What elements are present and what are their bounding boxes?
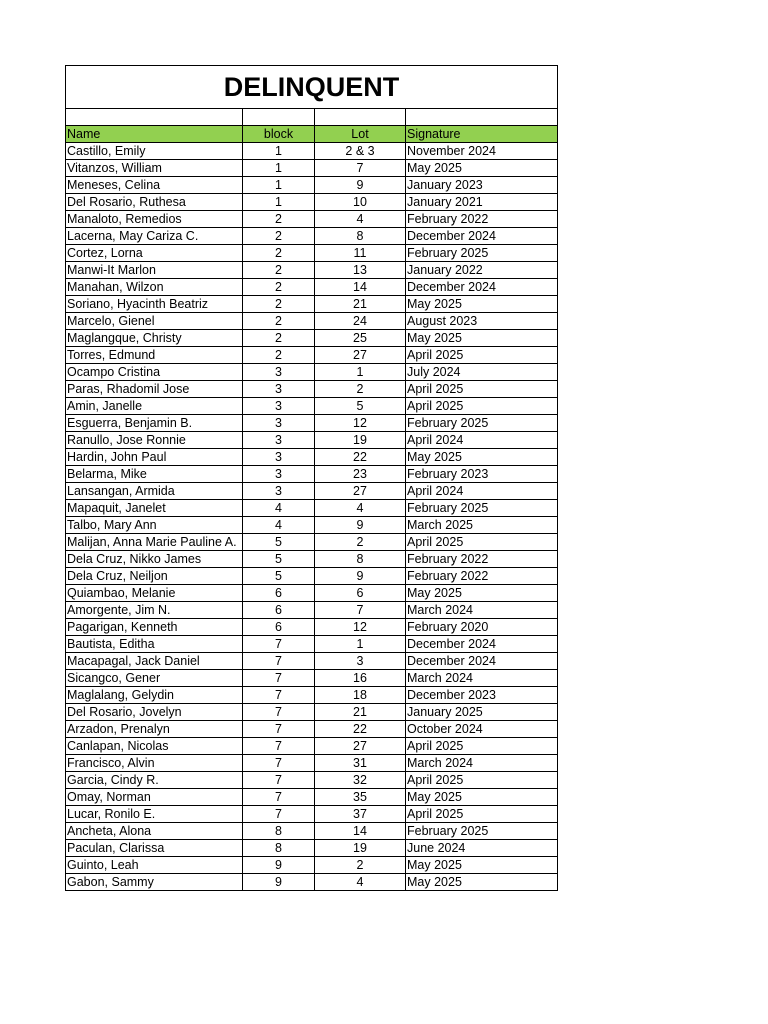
name-cell: Pagarigan, Kenneth: [66, 619, 243, 636]
signature-cell: April 2025: [406, 534, 558, 551]
lot-cell: 37: [315, 806, 406, 823]
table-row: [66, 262, 558, 279]
table-row: [66, 874, 558, 891]
table-row: [66, 687, 558, 704]
block-cell: 6: [243, 585, 315, 602]
lot-cell: 13: [315, 262, 406, 279]
signature-cell: April 2025: [406, 806, 558, 823]
name-cell: Marcelo, Gienel: [66, 313, 243, 330]
signature-cell: May 2025: [406, 857, 558, 874]
name-cell: Vitanzos, William: [66, 160, 243, 177]
lot-cell: 4: [315, 874, 406, 891]
name-cell: Lucar, Ronilo E.: [66, 806, 243, 823]
signature-cell: April 2025: [406, 738, 558, 755]
block-cell: 9: [243, 874, 315, 891]
table-row: [66, 636, 558, 653]
block-cell: 1: [243, 160, 315, 177]
block-cell: 3: [243, 381, 315, 398]
block-cell: 7: [243, 636, 315, 653]
name-cell: Sicangco, Gener: [66, 670, 243, 687]
block-cell: 3: [243, 398, 315, 415]
name-cell: Francisco, Alvin: [66, 755, 243, 772]
table-row: [66, 738, 558, 755]
lot-cell: 5: [315, 398, 406, 415]
table-row: [66, 398, 558, 415]
name-cell: Bautista, Editha: [66, 636, 243, 653]
name-cell: Meneses, Celina: [66, 177, 243, 194]
name-cell: Manahan, Wilzon: [66, 279, 243, 296]
table-row: [66, 364, 558, 381]
name-cell: Quiambao, Melanie: [66, 585, 243, 602]
table-row: [66, 517, 558, 534]
block-cell: 2: [243, 330, 315, 347]
name-cell: Guinto, Leah: [66, 857, 243, 874]
lot-cell: 18: [315, 687, 406, 704]
block-cell: 3: [243, 432, 315, 449]
table-row: [66, 313, 558, 330]
table-row: [66, 245, 558, 262]
table-row: [66, 670, 558, 687]
table-row: [66, 840, 558, 857]
table-row: [66, 415, 558, 432]
table-row: [66, 500, 558, 517]
signature-cell: November 2024: [406, 143, 558, 160]
name-cell: Lansangan, Armida: [66, 483, 243, 500]
lot-cell: 35: [315, 789, 406, 806]
block-cell: 2: [243, 313, 315, 330]
column-header-lot: Lot: [315, 126, 406, 143]
block-cell: 6: [243, 602, 315, 619]
lot-cell: 7: [315, 160, 406, 177]
block-cell: 3: [243, 415, 315, 432]
lot-cell: 6: [315, 585, 406, 602]
block-cell: 2: [243, 279, 315, 296]
name-cell: Ancheta, Alona: [66, 823, 243, 840]
name-cell: Manaloto, Remedios: [66, 211, 243, 228]
block-cell: 9: [243, 857, 315, 874]
blank-cell: [315, 109, 406, 126]
name-cell: Esguerra, Benjamin B.: [66, 415, 243, 432]
name-cell: Canlapan, Nicolas: [66, 738, 243, 755]
name-cell: Del Rosario, Ruthesa: [66, 194, 243, 211]
blank-row: [66, 109, 558, 126]
table-row: [66, 381, 558, 398]
block-cell: 8: [243, 840, 315, 857]
name-cell: Maglalang, Gelydin: [66, 687, 243, 704]
lot-cell: 19: [315, 840, 406, 857]
block-cell: 7: [243, 772, 315, 789]
name-cell: Amorgente, Jim N.: [66, 602, 243, 619]
block-cell: 1: [243, 143, 315, 160]
signature-cell: January 2025: [406, 704, 558, 721]
lot-cell: 21: [315, 296, 406, 313]
table-row: [66, 296, 558, 313]
table-row: [66, 551, 558, 568]
lot-cell: 25: [315, 330, 406, 347]
table-row: [66, 143, 558, 160]
table-row: [66, 160, 558, 177]
lot-cell: 27: [315, 738, 406, 755]
block-cell: 6: [243, 619, 315, 636]
delinquent-table: [65, 65, 558, 891]
signature-cell: February 2025: [406, 245, 558, 262]
signature-cell: October 2024: [406, 721, 558, 738]
table-row: [66, 806, 558, 823]
lot-cell: 22: [315, 721, 406, 738]
block-cell: 3: [243, 483, 315, 500]
signature-cell: December 2024: [406, 279, 558, 296]
lot-cell: 24: [315, 313, 406, 330]
table-row: [66, 857, 558, 874]
table-row: [66, 330, 558, 347]
lot-cell: 8: [315, 228, 406, 245]
lot-cell: 2: [315, 381, 406, 398]
name-cell: Paculan, Clarissa: [66, 840, 243, 857]
lot-cell: 9: [315, 177, 406, 194]
signature-cell: January 2023: [406, 177, 558, 194]
signature-cell: April 2025: [406, 398, 558, 415]
blank-cell: [406, 109, 558, 126]
table-row: [66, 823, 558, 840]
lot-cell: 14: [315, 279, 406, 296]
column-header-block: block: [243, 126, 315, 143]
name-cell: Arzadon, Prenalyn: [66, 721, 243, 738]
signature-cell: August 2023: [406, 313, 558, 330]
name-cell: Malijan, Anna Marie Pauline A.: [66, 534, 243, 551]
name-cell: Castillo, Emily: [66, 143, 243, 160]
lot-cell: 9: [315, 568, 406, 585]
name-cell: Amin, Janelle: [66, 398, 243, 415]
lot-cell: 31: [315, 755, 406, 772]
block-cell: 3: [243, 449, 315, 466]
name-cell: Hardin, John Paul: [66, 449, 243, 466]
signature-cell: December 2024: [406, 653, 558, 670]
table-row: [66, 228, 558, 245]
lot-cell: 22: [315, 449, 406, 466]
signature-cell: May 2025: [406, 585, 558, 602]
lot-cell: 14: [315, 823, 406, 840]
block-cell: 7: [243, 704, 315, 721]
table-row: [66, 279, 558, 296]
block-cell: 7: [243, 738, 315, 755]
signature-cell: December 2024: [406, 636, 558, 653]
signature-cell: April 2025: [406, 347, 558, 364]
table-row: [66, 772, 558, 789]
signature-cell: May 2025: [406, 160, 558, 177]
table-row: [66, 432, 558, 449]
lot-cell: 11: [315, 245, 406, 262]
lot-cell: 10: [315, 194, 406, 211]
signature-cell: May 2025: [406, 296, 558, 313]
signature-cell: January 2022: [406, 262, 558, 279]
block-cell: 8: [243, 823, 315, 840]
block-cell: 7: [243, 755, 315, 772]
name-cell: Talbo, Mary Ann: [66, 517, 243, 534]
block-cell: 1: [243, 194, 315, 211]
signature-cell: April 2024: [406, 432, 558, 449]
lot-cell: 32: [315, 772, 406, 789]
title-row: [66, 66, 558, 109]
table-row: [66, 534, 558, 551]
lot-cell: 16: [315, 670, 406, 687]
lot-cell: 3: [315, 653, 406, 670]
name-cell: Mapaquit, Janelet: [66, 500, 243, 517]
name-cell: Manwi-It Marlon: [66, 262, 243, 279]
block-cell: 2: [243, 296, 315, 313]
lot-cell: 27: [315, 483, 406, 500]
lot-cell: 1: [315, 364, 406, 381]
table-row: [66, 653, 558, 670]
block-cell: 4: [243, 517, 315, 534]
table-row: [66, 721, 558, 738]
block-cell: 3: [243, 364, 315, 381]
name-cell: Ranullo, Jose Ronnie: [66, 432, 243, 449]
table-row: [66, 449, 558, 466]
lot-cell: 27: [315, 347, 406, 364]
block-cell: 5: [243, 568, 315, 585]
table-row: [66, 568, 558, 585]
block-cell: 7: [243, 653, 315, 670]
signature-cell: May 2025: [406, 874, 558, 891]
signature-cell: April 2025: [406, 381, 558, 398]
lot-cell: 2: [315, 857, 406, 874]
table-row: [66, 602, 558, 619]
page-title: DELINQUENT: [66, 66, 558, 109]
table-row: [66, 789, 558, 806]
table-row: [66, 347, 558, 364]
signature-cell: February 2022: [406, 568, 558, 585]
lot-cell: 2 & 3: [315, 143, 406, 160]
lot-cell: 8: [315, 551, 406, 568]
lot-cell: 4: [315, 211, 406, 228]
signature-cell: December 2023: [406, 687, 558, 704]
table-row: [66, 704, 558, 721]
table-row: [66, 585, 558, 602]
name-cell: Belarma, Mike: [66, 466, 243, 483]
name-cell: Maglangque, Christy: [66, 330, 243, 347]
block-cell: 7: [243, 670, 315, 687]
lot-cell: 4: [315, 500, 406, 517]
signature-cell: March 2025: [406, 517, 558, 534]
signature-cell: February 2025: [406, 415, 558, 432]
lot-cell: 9: [315, 517, 406, 534]
signature-cell: February 2025: [406, 500, 558, 517]
signature-cell: February 2022: [406, 551, 558, 568]
signature-cell: May 2025: [406, 789, 558, 806]
lot-cell: 12: [315, 415, 406, 432]
table-row: [66, 619, 558, 636]
signature-cell: July 2024: [406, 364, 558, 381]
blank-cell: [243, 109, 315, 126]
signature-cell: February 2025: [406, 823, 558, 840]
block-cell: 7: [243, 721, 315, 738]
signature-cell: February 2023: [406, 466, 558, 483]
block-cell: 7: [243, 789, 315, 806]
lot-cell: 2: [315, 534, 406, 551]
block-cell: 2: [243, 245, 315, 262]
header-row: [66, 126, 558, 143]
signature-cell: June 2024: [406, 840, 558, 857]
name-cell: Dela Cruz, Nikko James: [66, 551, 243, 568]
table-row: [66, 211, 558, 228]
block-cell: 5: [243, 534, 315, 551]
name-cell: Gabon, Sammy: [66, 874, 243, 891]
name-cell: Omay, Norman: [66, 789, 243, 806]
block-cell: 2: [243, 228, 315, 245]
lot-cell: 12: [315, 619, 406, 636]
table-row: [66, 177, 558, 194]
blank-cell: [66, 109, 243, 126]
signature-cell: December 2024: [406, 228, 558, 245]
name-cell: Paras, Rhadomil Jose: [66, 381, 243, 398]
signature-cell: February 2022: [406, 211, 558, 228]
table-row: [66, 483, 558, 500]
name-cell: Ocampo Cristina: [66, 364, 243, 381]
signature-cell: March 2024: [406, 670, 558, 687]
block-cell: 7: [243, 687, 315, 704]
block-cell: 5: [243, 551, 315, 568]
block-cell: 7: [243, 806, 315, 823]
table-row: [66, 755, 558, 772]
block-cell: 2: [243, 262, 315, 279]
signature-cell: March 2024: [406, 755, 558, 772]
name-cell: Del Rosario, Jovelyn: [66, 704, 243, 721]
lot-cell: 1: [315, 636, 406, 653]
signature-cell: April 2025: [406, 772, 558, 789]
block-cell: 4: [243, 500, 315, 517]
block-cell: 2: [243, 347, 315, 364]
block-cell: 1: [243, 177, 315, 194]
signature-cell: March 2024: [406, 602, 558, 619]
block-cell: 3: [243, 466, 315, 483]
name-cell: Torres, Edmund: [66, 347, 243, 364]
lot-cell: 21: [315, 704, 406, 721]
name-cell: Dela Cruz, Neiljon: [66, 568, 243, 585]
signature-cell: May 2025: [406, 449, 558, 466]
signature-cell: April 2024: [406, 483, 558, 500]
lot-cell: 7: [315, 602, 406, 619]
signature-cell: February 2020: [406, 619, 558, 636]
name-cell: Soriano, Hyacinth Beatriz: [66, 296, 243, 313]
column-header-name: Name: [66, 126, 243, 143]
signature-cell: May 2025: [406, 330, 558, 347]
signature-cell: January 2021: [406, 194, 558, 211]
table-row: [66, 466, 558, 483]
lot-cell: 23: [315, 466, 406, 483]
name-cell: Cortez, Lorna: [66, 245, 243, 262]
name-cell: Garcia, Cindy R.: [66, 772, 243, 789]
block-cell: 2: [243, 211, 315, 228]
name-cell: Macapagal, Jack Daniel: [66, 653, 243, 670]
table-row: [66, 194, 558, 211]
column-header-signature: Signature: [406, 126, 558, 143]
name-cell: Lacerna, May Cariza C.: [66, 228, 243, 245]
lot-cell: 19: [315, 432, 406, 449]
